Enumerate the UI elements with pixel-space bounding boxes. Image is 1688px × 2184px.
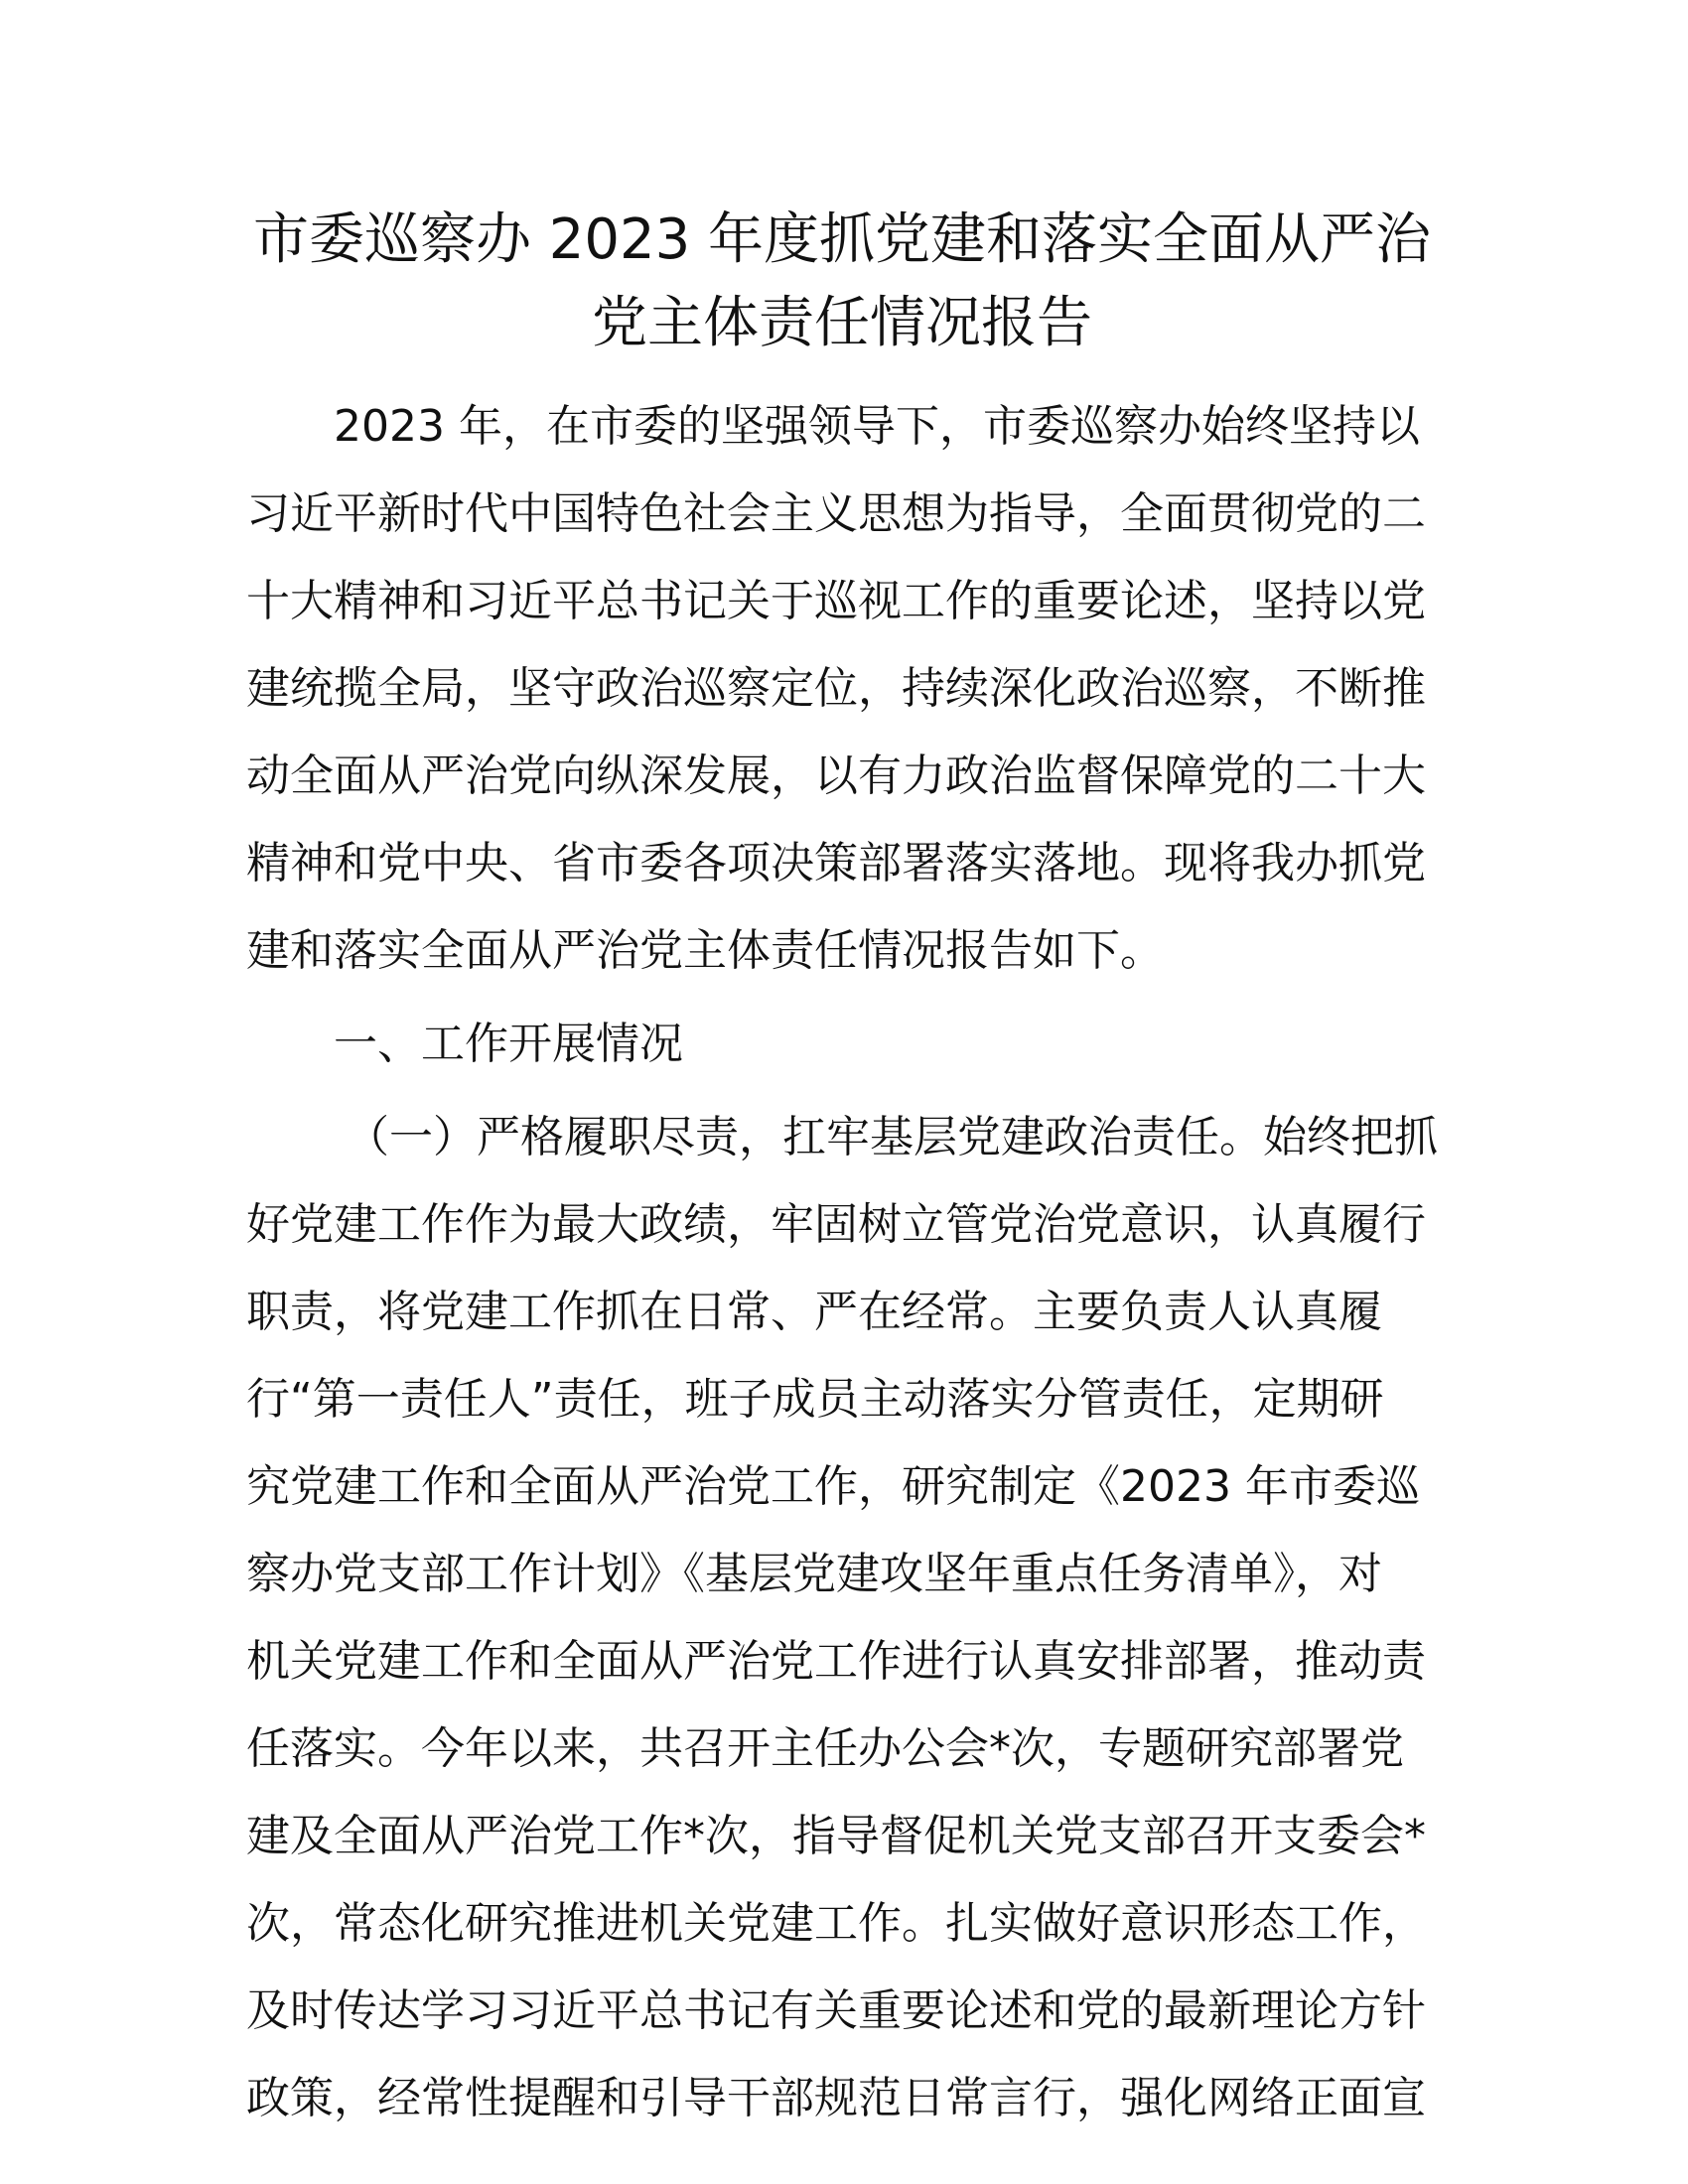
subsection-line-8: 任落实。今年以来，共召开主任办公会*次，专题研究部署党	[246, 1723, 1404, 1774]
subsection-line-7: 机关党建工作和全面从严治党工作进行认真安排部署，推动责	[246, 1636, 1426, 1687]
subsection-paragraph	[246, 1094, 1438, 2142]
subsection-line-3: 职责，将党建工作抓在日常、严在经常。主要负责人认真履	[246, 1287, 1382, 1337]
subsection-line-10: 次，常态化研究推进机关党建工作。扎实做好意识形态工作，	[246, 1898, 1426, 1949]
document-page	[246, 199, 1438, 2142]
intro-line-2: 习近平新时代中国特色社会主义思想为指导，全面贯彻党的二	[246, 488, 1426, 539]
intro-line-5: 动全面从严治党向纵深发展，以有力政治监督保障党的二十大	[246, 751, 1426, 801]
intro-line-4: 建统揽全局，坚守政治巡察定位，持续深化政治巡察，不断推	[246, 663, 1426, 714]
title-line-2: 党主体责任情况报告	[592, 291, 1092, 355]
document-title	[246, 199, 1438, 365]
subsection-line-5: 究党建工作和全面从严治党工作，研究制定《2023 年市委巡	[246, 1461, 1420, 1512]
intro-line-1: 2023 年，在市委的坚强领导下，市委巡察办始终坚持以	[334, 401, 1420, 452]
subsection-line-1: （一）严格履职尽责，扛牢基层党建政治责任。始终把抓	[346, 1112, 1438, 1162]
subsection-line-12: 政策，经常性提醒和引导干部规范日常言行，强化网络正面宣	[246, 2073, 1426, 2123]
subsection-line-2: 好党建工作作为最大政绩，牢固树立管党治党意识，认真履行	[246, 1199, 1426, 1250]
intro-line-6: 精神和党中央、省市委各项决策部署落实落地。现将我办抓党	[246, 838, 1426, 888]
subsection-line-6: 察办党支部工作计划》《基层党建攻坚年重点任务清单》，对	[246, 1549, 1382, 1599]
section-heading-text: 一、工作开展情况	[334, 1019, 683, 1069]
intro-line-7: 建和落实全面从严治党主体责任情况报告如下。	[246, 925, 1164, 976]
subsection-line-4: 行“第一责任人”责任，班子成员主动落实分管责任，定期研	[246, 1374, 1384, 1425]
intro-paragraph	[246, 383, 1438, 995]
intro-line-3: 十大精神和习近平总书记关于巡视工作的重要论述，坚持以党	[246, 576, 1426, 626]
subsection-line-11: 及时传达学习习近平总书记有关重要论述和党的最新理论方针	[246, 1985, 1426, 2036]
title-line-1: 市委巡察办 2023 年度抓党建和落实全面从严治	[252, 207, 1432, 272]
section-heading	[246, 1001, 1438, 1088]
subsection-line-9: 建及全面从严治党工作*次，指导督促机关党支部召开支委会*	[246, 1811, 1426, 1861]
